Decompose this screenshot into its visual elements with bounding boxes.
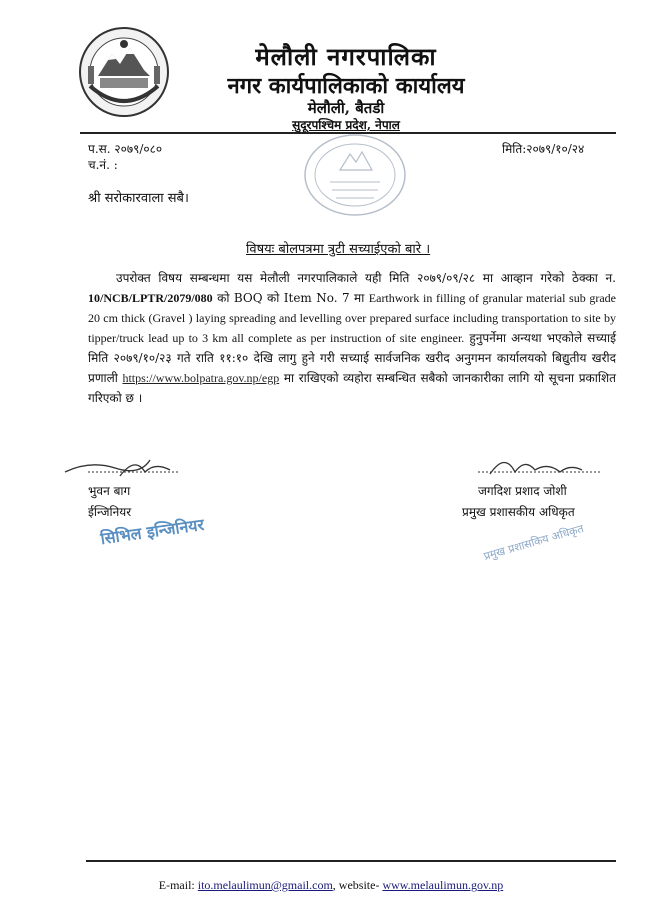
contract-number: 10/NCB/LPTR/2079/080 bbox=[88, 291, 213, 305]
municipality-title: मेलौली नगरपालिका bbox=[255, 42, 437, 71]
left-signature bbox=[60, 450, 190, 484]
right-signature bbox=[470, 448, 610, 484]
right-signatory-name: जगदिश प्रशाद जोशी bbox=[478, 484, 567, 498]
letter-body bbox=[88, 268, 616, 408]
website-link[interactable]: www.melaulimun.gov.np bbox=[382, 878, 504, 892]
recipient: श्री सरोकारवाला सबै। bbox=[88, 191, 189, 206]
left-signatory-name: भुवन बाग bbox=[88, 484, 131, 498]
footer-contact bbox=[0, 878, 662, 893]
cao-stamp: प्रमुख प्रशासकिय अधिकृत bbox=[482, 522, 586, 563]
civil-engineer-stamp: सिभिल इन्जिनियर bbox=[99, 514, 206, 549]
body-text-4: हुनुपर्नेमा अन्यथा भएकोले सच्याई मिति २०७९/१०/२३ गते राति ११:१० देखि लागु हुने गरी सच्याई सार्वजनिक खरीद अनुगमन कार्यालयको बिद्युतीय खरीद प्रणाली bbox=[88, 331, 616, 385]
website-label: , website- bbox=[332, 878, 380, 892]
body-text-3: Earthwork in filling of granular material sub grade 20 cm thick (Gravel ) laying spreading and levelling over prepared surface including transportation to site by tipper/truck lead up to 3 km all complete as per instruction of site engineer. bbox=[88, 291, 616, 345]
office-title: नगर कार्यपालिकाको कार्यालय bbox=[227, 73, 465, 99]
office-seal-stamp bbox=[300, 130, 410, 220]
right-signatory-title: प्रमुख प्रशासकीय अधिकृत bbox=[462, 505, 575, 519]
dispatch-number: च.नं. : bbox=[88, 158, 118, 172]
body-text-1: उपरोक्त विषय सम्बन्धमा यस मेलौली नगरपालिकाले यही मिति २०७९/०९/२८ मा आव्हान गरेको ठेक्का न. bbox=[116, 271, 616, 285]
reference-number: प.स. २०७९/०८० bbox=[88, 142, 163, 156]
email-link[interactable]: ito.melaulimun@gmail.com bbox=[197, 878, 333, 892]
office-address: मेलौली, बैतडी bbox=[307, 99, 385, 117]
email-label: E-mail: bbox=[158, 878, 195, 892]
left-signatory-title: ईन्जिनियर bbox=[88, 505, 132, 519]
subject-line: विषयः बोलपत्रमा त्रुटी सच्याईएको बारे । bbox=[246, 242, 431, 257]
body-text-5: मा राखिएको व्यहोरा सम्बन्धित सबैको जानकारीका लागि यो सूचना प्रकाशित गरिएको छ । bbox=[88, 371, 616, 405]
province-line: सुदूरपश्चिम प्रदेश, नेपाल bbox=[292, 118, 400, 132]
body-text-2: को BOQ को Item No. 7 मा bbox=[217, 291, 365, 305]
footer-divider bbox=[86, 860, 616, 862]
bolpatra-link[interactable]: https://www.bolpatra.gov.np/egp bbox=[122, 371, 280, 385]
letter-date: मिति:२०७९/१०/२४ bbox=[502, 142, 585, 156]
